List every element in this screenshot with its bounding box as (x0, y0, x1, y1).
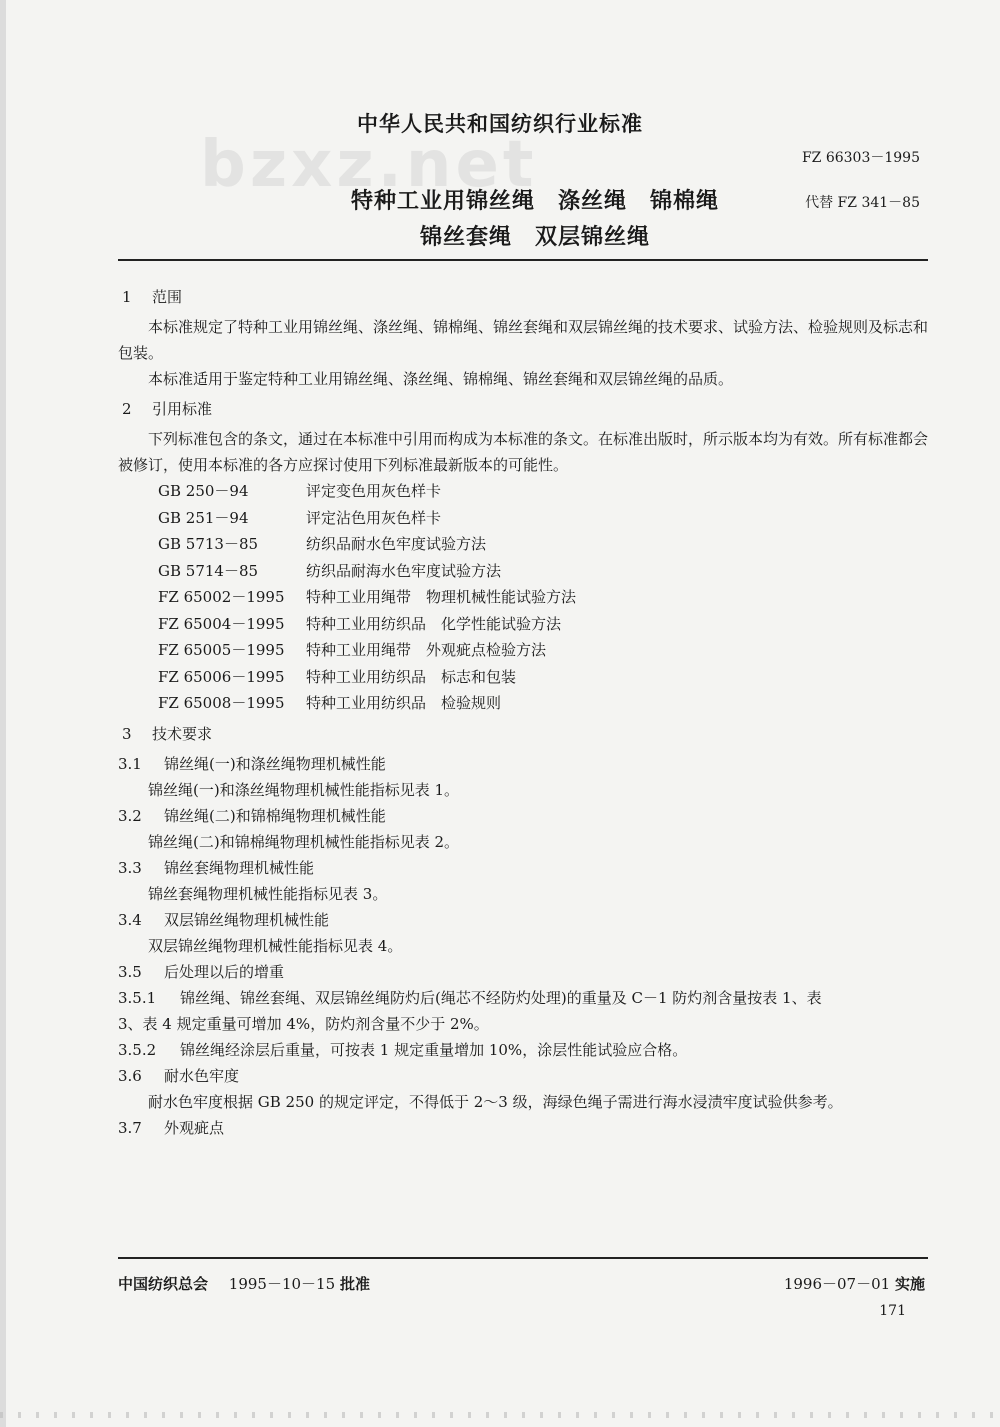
replaces-code: 代替 FZ 341－85 (805, 195, 920, 211)
subsection-heading (118, 1063, 928, 1089)
subsection-number: 3.1 (118, 754, 142, 773)
paragraph: 锦丝套绳物理机械性能指标见表 3。 (148, 884, 388, 903)
reference-title: 评定变色用灰色样卡 (306, 482, 442, 500)
reference-code: FZ 65002－1995 (158, 588, 285, 606)
approval-info (118, 1273, 370, 1294)
reference-title: 纺织品耐水色牢度试验方法 (306, 535, 487, 553)
page-number: 171 (879, 1303, 906, 1319)
subsection-heading (118, 1115, 928, 1141)
approval-date: 1995－10－15 (228, 1275, 336, 1293)
paragraph: 本标准适用于鉴定特种工业用锦丝绳、涤丝绳、锦棉绳、锦丝套绳和双层锦丝绳的品质。 (148, 370, 734, 388)
effective-date: 1996－07－01 (783, 1275, 891, 1293)
effective-info (784, 1273, 925, 1294)
paragraph: 锦丝绳(一)和涤丝绳物理机械性能指标见表 1。 (148, 780, 460, 799)
subsection-title: 锦丝套绳物理机械性能 (164, 858, 315, 877)
scan-artifact (0, 1412, 1000, 1418)
reference-item (118, 664, 928, 691)
reference-code: FZ 65006－1995 (158, 667, 285, 686)
document-body (118, 284, 928, 1141)
reference-item (118, 505, 928, 532)
subsection-number: 3.4 (118, 910, 142, 929)
subsection-heading (118, 907, 928, 933)
section-heading (118, 396, 928, 422)
subsection-heading (118, 751, 928, 777)
reference-code: GB 250－94 (158, 482, 249, 500)
section-title: 范围 (152, 288, 183, 306)
reference-code: GB 5714－85 (158, 561, 259, 580)
section-heading (118, 284, 928, 310)
reference-title: 特种工业用纺织品 标志和包装 (306, 667, 517, 686)
footer-divider (118, 1257, 928, 1259)
issuing-organization: 中国纺织总会 (118, 1275, 209, 1293)
subsection-title: 锦丝绳(一)和涤丝绳物理机械性能 (164, 754, 386, 773)
subsection-heading (118, 959, 928, 985)
subsection-number: 3.5 (118, 962, 142, 981)
subsection-number: 3.6 (118, 1066, 142, 1085)
subsection-title: 双层锦丝绳物理机械性能 (164, 910, 330, 929)
reference-item (118, 690, 928, 717)
reference-item (118, 478, 928, 505)
reference-title: 特种工业用纺织品 检验规则 (306, 694, 502, 712)
reference-title: 特种工业用纺织品 化学性能试验方法 (306, 614, 562, 633)
section-number: 2 (122, 400, 132, 418)
subsection-title: 后处理以后的增重 (164, 962, 285, 981)
clause-text: 锦丝绳经涂层后重量，可按表 1 规定重量增加 10%，涂层性能试验应合格。 (180, 1040, 688, 1059)
reference-code: FZ 65008－1995 (158, 694, 285, 712)
standard-code: FZ 66303－1995 (801, 150, 920, 166)
section-title: 引用标准 (152, 400, 213, 418)
clause-number: 3.5.1 (118, 988, 157, 1007)
reference-title: 特种工业用绳带 外观疵点检验方法 (306, 641, 547, 659)
paragraph: 耐水色牢度根据 GB 250 的规定评定，不得低于 2～3 级，海绿色绳子需进行海水浸渍牢度试验供参考。 (148, 1092, 843, 1111)
reference-item (118, 637, 928, 664)
document-title-line2: 锦丝套绳 双层锦丝绳 (419, 225, 650, 250)
clause (118, 1037, 928, 1063)
subsection-number: 3.3 (118, 858, 142, 877)
reference-list (118, 478, 928, 717)
reference-title: 纺织品耐海水色牢度试验方法 (306, 561, 502, 580)
reference-item (118, 611, 928, 638)
subsection-number: 3.2 (118, 806, 142, 825)
clause-number: 3.5.2 (118, 1040, 157, 1059)
section-title: 技术要求 (152, 724, 213, 743)
clause-text: 锦丝绳、锦丝套绳、双层锦丝绳防灼后(绳芯不经防灼处理)的重量及 C－1 防灼剂含量按表 1、表 (180, 988, 822, 1007)
section-number: 3 (122, 724, 132, 743)
subsection-heading (118, 803, 928, 829)
scan-edge (0, 0, 6, 1427)
section-heading (118, 721, 928, 747)
subsection-title: 锦丝绳(二)和锦棉绳物理机械性能 (164, 806, 386, 825)
paragraph: 3、表 4 规定重量可增加 4%，防灼剂含量不少于 2%。 (118, 1014, 489, 1033)
reference-code: FZ 65004－1995 (158, 614, 285, 633)
reference-title: 特种工业用绳带 物理机械性能试验方法 (306, 588, 577, 606)
standard-category: 中华人民共和国纺织行业标准 (357, 112, 643, 136)
subsection-title: 外观疵点 (164, 1118, 225, 1137)
reference-code: FZ 65005－1995 (158, 641, 285, 659)
subsection-title: 耐水色牢度 (164, 1066, 240, 1085)
reference-item (118, 558, 928, 585)
paragraph: 锦丝绳(二)和锦棉绳物理机械性能指标见表 2。 (148, 832, 460, 851)
subsection-number: 3.7 (118, 1118, 142, 1137)
reference-code: GB 251－94 (158, 508, 249, 527)
header-divider (118, 259, 928, 261)
paragraph: 本标准规定了特种工业用锦丝绳、涤丝绳、锦棉绳、锦丝套绳和双层锦丝绳的技术要求、试验方法、检验规则及标志和包装。 (118, 318, 929, 362)
approval-label: 批准 (339, 1275, 370, 1293)
watermark: bzxz.net (200, 128, 538, 202)
document-title-line1: 特种工业用锦丝绳 涤丝绳 锦棉绳 (350, 189, 719, 214)
clause (118, 985, 928, 1011)
effective-label: 实施 (894, 1275, 925, 1293)
reference-code: GB 5713－85 (158, 535, 259, 553)
paragraph: 双层锦丝绳物理机械性能指标见表 4。 (148, 936, 403, 955)
subsection-heading (118, 855, 928, 881)
section-number: 1 (122, 288, 132, 306)
reference-title: 评定沾色用灰色样卡 (306, 508, 442, 527)
reference-item (118, 584, 928, 611)
reference-item (118, 531, 928, 558)
paragraph: 下列标准包含的条文，通过在本标准中引用而构成为本标准的条文。在标准出版时，所示版本均为有效。所有标准都会被修订，使用本标准的各方应探讨使用下列标准最新版本的可能性。 (118, 430, 929, 474)
